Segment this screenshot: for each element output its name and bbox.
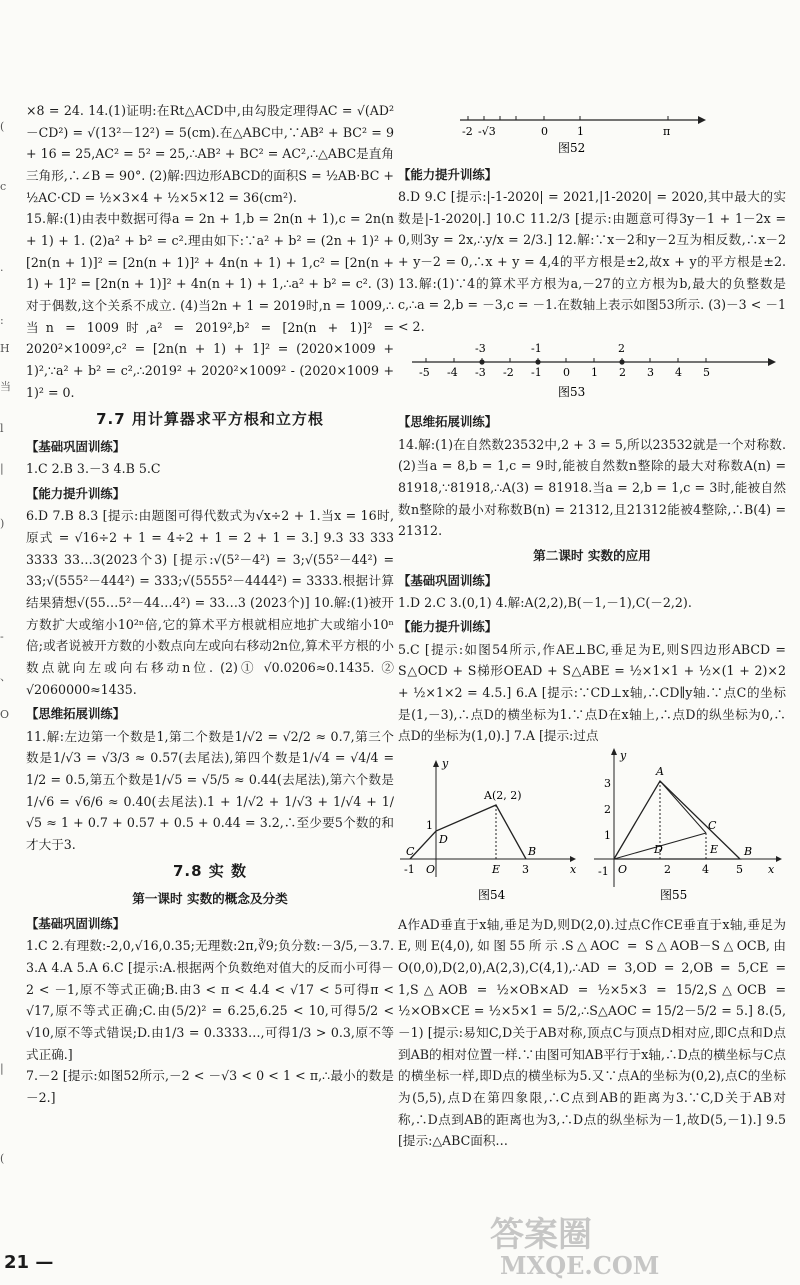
tick-label: 4 [702,863,709,877]
edge-mark: | [0,1062,4,1075]
tick-label: -1 [598,865,609,879]
point-label: A(2, 2) [484,789,522,803]
point-marker [479,359,484,364]
edge-mark: O [0,708,10,721]
figure-52-number-line [398,108,786,154]
figure-caption: 图52 [558,141,586,154]
tick-label: -√3 [478,125,496,138]
arrow-icon [433,760,439,767]
edge-mark: 、 [0,670,11,683]
tick-label: -5 [419,365,430,379]
answers-ability-lesson2: 5.C [提示:如图54所示,作AE⊥BC,垂足为E,则S四边形ABCD = S△OCD + S梯形OEAD + S△ABE = ½×1×1 + ½×(1 + 2)×2 + ½×1×2 = 4.5.] 6.A [提示:∵CD⊥x轴,∴CD∥y轴.∵点C的坐标是(1,－3),∴点D的横坐标为1.∵点D在x轴上,∴点D的纵坐标为0,∴点D的坐标为(1,0).] 7.A [提示:过点 [398,641,786,744]
answers-ability-7-7: 6.D 7.B 8.3 [提示:由题图可得代数式为√x÷2 + 1.当x = 16时,原式 = √16÷2 + 1 = 4÷2 + 1 = 2 + 1 = 3.] 9.3 33 333 3333 33…3(2023个3) [提示:√(5²－4²) = 3;√(55²－44²) = 33;√(555²－444²) = 333;√(5555²－4444²) = 3333.根据计算结果猜想√(55…5²－44…4²) = 33…3 (2023个)] 10.解:(1)被开方数扩大或缩小10²ⁿ倍,它的算术平方根就相应地扩大或缩小10ⁿ倍;或者说被开方数的小数点向左或向右移动2n位,算术平方根的小数点就向左或向右移动n位. (2)① √0.0206≈0.1435. ② √2060000≈1435. [26,508,394,697]
arrow-icon [768,358,776,366]
figure-53-number-line [398,338,786,402]
quadrilateral-edge [410,805,526,859]
right-column [398,108,786,1152]
tick-label: 0 [541,125,548,138]
answers-basic-7-7: 1.C 2.B 3.－3 4.B 5.C [26,461,161,477]
answer-11: 11.解:左边第一个数是1,第二个数是1/√2 = √2/2 ≈ 0.7,第三个数是1/√3 = √3/3 ≈ 0.57(去尾法),第四个数是1/√4 = √4/4 = 1/2 = 0.5,第五个数是1/√5 = √5/5 ≈ 0.44(去尾法),第六个数是1/√6 = √6/6 ≈ 0.40(去尾法).1 + 1/√2 + 1/√3 + 1/√4 + 1/√5 ≈ 1 + 0.7 + 0.57 + 0.5 + 0.44 = 3.2,∴至少要5个数的和才大于3. [26,728,394,852]
point-label: E [710,843,719,857]
tick-label: -2 [462,125,473,138]
edge-mark: 当 [0,380,11,393]
tick-label: 5 [703,365,710,379]
point-label: D [439,833,448,847]
point-marker [535,359,540,364]
page-number: 21 — [4,1252,54,1273]
point-label: C [708,819,717,833]
point-label: 2 [618,341,625,355]
point-marker [619,359,624,364]
answers-basic-7-8: 1.C 2.有理数:-2,0,√16,0.35;无理数:2π,∛9;负分数:－3/5,－3.7. 3.A 4.A 5.A 6.C [提示:A.根据两个负数绝对值大的反而小可得－2 < －1,原不等式正确;B.由3 < π < 4.4 < √17 < 5可得π < √17,原不等式正确;C.由(5/2)² = 6.25,6.25 < 10,可得5/2 < √10,原不等式错误;D.由1/3 = 0.3333…,可得1/3 > 0.3,原不等式正确.] [26,938,394,1062]
label-basic-training: 【基础巩固训练】 [26,438,126,454]
lesson-title-1: 第一课时 实数的概念及分类 [132,891,288,907]
watermark-url: MXQE.COM [500,1251,660,1280]
tick-label: 1 [604,829,611,843]
tick-label: 4 [675,365,682,379]
axis-label: x [570,863,577,877]
tick-label: 0 [563,365,570,379]
label-expand-training: 【思维拓展训练】 [398,414,498,430]
section-title-7-8: 7.8 实 数 [172,862,248,881]
edge-mark: · [0,264,4,277]
arrow-icon [698,116,706,124]
tick-label: 2 [664,863,671,877]
tick-label: 3 [522,863,529,877]
edge-mark: l [0,422,4,435]
label-expand-training: 【思维拓展训练】 [26,706,126,722]
answers-continued: A作AD垂直于x轴,垂足为D,则D(2,0).过点C作CE垂直于x轴,垂足为E,则E(4,0),如图55所示.S△AOC = S△AOB－S△OCB,由O(0,0),D(2,0),A(2,3),C(4,1),∴AD = 3,OD = 2,OB = 5,CE = 1,S△AOB = ½×OB×AD = ½×5×3 = 15/2,S△OCB = ½×OB×CE = ½×5×1 = 5/2,∴S△AOC = 15/2－5/2 = 5.] 8.(5,－1) [提示:易知C,D关于AB对称,顶点C与顶点D相对应,即C点和D点到AB的相对位置一样.∵由图可知AB平行于x轴,∴D点的横坐标与C点的横坐标一样,即D点的横坐标为5.又∵点A的坐标为(0,2),点C的坐标为(5,5),点D在第四象限,∴C点到AB的距离为3.∵C,D关于AB对称,∴D点到AB的距离也为3,∴D点的纵坐标为－1,故D(5,－1).] 9.5 [提示:△ABC面积… [398,916,786,1149]
tick-label: 5 [736,863,743,877]
label-basic-training: 【基础巩固训练】 [26,915,126,931]
tick-label: -4 [447,365,458,379]
answer-7: 7.－2 [提示:如图52所示,－2 < －√3 < 0 < 1 < π,∴最小的数是－2.] [26,1068,394,1105]
edge-mark: | [0,462,4,475]
figures-54-55 [398,747,786,907]
edge-mark: c [0,180,7,193]
watermark-text: 答案圈 [490,1215,592,1255]
tick-label: 2 [604,803,611,817]
axis-label: y [620,749,627,763]
figure-caption: 图54 [478,888,506,903]
edge-mark: ( [0,1152,5,1165]
point-label: C [406,845,415,859]
label-ability-training: 【能力提升训练】 [26,485,126,501]
figure-caption: 图53 [558,384,586,399]
point-label: -1 [531,341,542,355]
arrow-icon [611,748,617,755]
section-title-7-7: 7.7 用计算器求平方根和立方根 [96,410,324,429]
page-number-value: 21 [4,1252,30,1273]
axis-label: y [442,757,449,771]
tick-label: -3 [475,365,486,379]
answer-14: ×8 = 24. 14.(1)证明:在Rt△ACD中,由勾股定理得AC = √(AD²－CD²) = √(13²－12²) = 5(cm).在△ABC中,∵AB² + BC² = 9 + 16 = 25,AC² = 5² = 25,∴AB² + BC² = AC²,∴△ABC是直角三角形,∴∠B = 90°. (2)解:四边形ABCD的面积S = ½AB·BC + ½AC·CD = ½×3×4 + ½×5×12 = 36(cm²). [26,103,394,205]
tick-label: 3 [604,777,611,791]
origin-label: O [426,863,436,877]
tick-label: -1 [531,365,542,379]
point-label: D [654,843,663,857]
edge-mark: ) [0,517,5,530]
axis-label: x [768,863,775,877]
answers-ability-7-8: 8.D 9.C [提示:|-1-2020| = 2021,|1-2020| = 2020,其中最大的实数是|-1-2020|.] 10.C 11.2/3 [提示:由题意可得3y－1 + 1－2x = 0,则3y = 2x,∴y/x = 2/3.] 12.解:∵x－2和y－2互为相反数,∴x－2 + y－2 = 0,∴x + y = 4,4的平方根是±2,故x + y的平方根是±2. 13.解:(1)∵4的算术平方根为a,－27的立方根为b,最大的负整数是c,∴a = 2,b = －3,c = －1.在数轴上表示如图53所示. (3)－3 < －1 < 2. [398,188,786,334]
edge-mark: - [0,630,4,643]
tick-label: -2 [503,365,514,379]
label-ability-training: 【能力提升训练】 [398,166,498,182]
point-label: A [656,765,664,779]
point-label: B [528,845,537,859]
arrow-icon [776,856,782,862]
edge-mark: ( [0,120,5,133]
tick-label: π [663,125,671,138]
point-label: B [744,845,753,859]
point-label: E [492,863,501,877]
figure-54 [400,757,577,902]
tick-label: -1 [404,863,415,877]
tick-label: 1 [591,365,598,379]
watermark-logo [470,1208,780,1280]
origin-label: O [618,863,628,877]
figure-caption: 图55 [660,888,688,903]
answer-15: 15.解:(1)由表中数据可得a = 2n + 1,b = 2n(n + 1),c = 2n(n + 1) + 1. (2)a² + b² = c².理由如下:∵a² + b² = (2n + 1)² + [2n(n + 1)]² = [2n(n + 1)]² + 4n(n + 1) + 1,c² = [2n(n + 1) + 1]² = [2n(n + 1)]² + 4n(n + 1) + 1,∴a² + b² = c². (3)对于偶数,这个关系不成立. (4)当2n + 1 = 2019时,n = 1009,∴当n = 1009时,a² = 2019²,b² = [2n(n + 1)]² = 2020²×1009²,c² = [2n(n + 1) + 1]² = (2020×1009 + 1)²,∵a² + b² = c²,∴2019² + 2020²×1009² - (2020×1009 + 1)² = 0. [26,211,394,400]
figure-55 [594,748,782,902]
lesson-title-2: 第二课时 实数的应用 [533,547,651,563]
answers-basic-lesson2: 1.D 2.C 3.(0,1) 4.解:A(2,2),B(－1,－1),C(－2,2). [398,594,692,610]
label-basic-training: 【基础巩固训练】 [398,572,498,588]
left-column [26,100,394,1109]
edge-mark: : [0,314,4,327]
tick-label: 3 [647,365,654,379]
edge-mark: H [0,342,10,355]
arrow-icon [570,856,576,862]
tick-label: 1 [426,819,433,833]
tick-label: 2 [619,365,626,379]
answer-14-symmetric: 14.解:(1)在自然数23532中,2 + 3 = 5,所以23532就是一个对称数. (2)当a = 8,b = 1,c = 9时,能被自然数n整除的最大对称数A(n) = 81918,∵81918,∴A(3) = 81918.当a = 2,b = 1,c = 3时,能被自然数n整除的最小对称数B(n) = 21312,且21312能被4整除,∴B(4) = 21312. [398,436,786,539]
ticks [426,358,706,362]
point-label: -3 [475,341,486,355]
tick-label: 1 [577,125,584,138]
label-ability-training: 【能力提升训练】 [398,619,498,635]
triangle-AOB [614,781,740,859]
segment-AC [660,781,706,833]
